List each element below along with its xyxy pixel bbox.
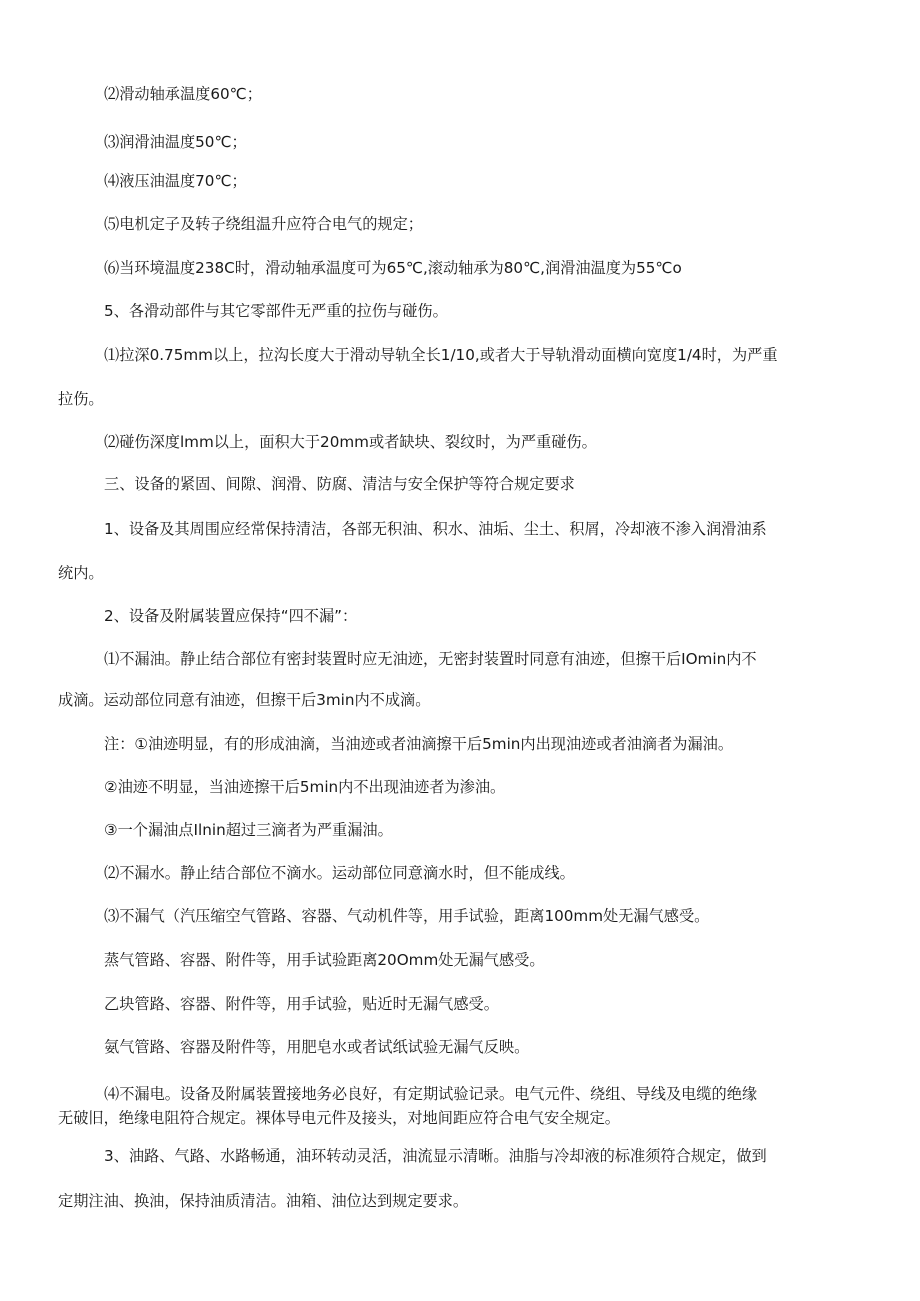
note-serious-leak: ③一个漏油点Ilnin超过三滴者为严重漏油。 bbox=[104, 821, 393, 839]
paragraph-strain-line-2: 拉伤。 bbox=[58, 390, 104, 408]
paragraph-steam-pipes: 蒸气管路、容器、附件等，用手试验距离20Omm处无漏气感受。 bbox=[104, 951, 545, 969]
paragraph-ambient-temp: ⑹当环境温度238C时，滑动轴承温度可为65℃,滚动轴承为80℃,润滑油温度为55℃o bbox=[104, 259, 682, 277]
note-oil-trace-unclear: ②油迹不明显，当油迹擦干后5min内不出现油迹者为渗油。 bbox=[104, 778, 506, 796]
paragraph-acetylene-pipes: 乙块管路、容器、附件等，用手试验，贴近时无漏气感受。 bbox=[104, 995, 499, 1013]
paragraph-ammonia-pipes: 氨气管路、容器及附件等，用肥皂水或者试纸试验无漏气反映。 bbox=[104, 1038, 530, 1056]
paragraph-motor-winding-temp: ⑸电机定子及转子绕组温升应符合电气的规定； bbox=[104, 215, 423, 233]
paragraph-sliding-bearing-temp: ⑵滑动轴承温度60℃； bbox=[104, 85, 262, 103]
paragraph-item-1-line-1: 1、设备及其周围应经常保持清洁，各部无积油、积水、油垢、尘土、积屑，冷却液不渗入润滑油系 bbox=[104, 520, 767, 538]
section-heading-three: 三、设备的紧固、间隙、润滑、防腐、清洁与安全保护等符合规定要求 bbox=[104, 475, 575, 493]
paragraph-lubricating-oil-temp: ⑶润滑油温度50℃； bbox=[104, 133, 247, 151]
note-oil-trace-obvious: 注：①油迹明显，有的形成油滴，当油迹或者油滴擦干后5min内出现油迹或者油滴者为漏油。 bbox=[104, 735, 734, 753]
paragraph-no-electric-leak-line-2: 无破旧，绝缘电阻符合规定。裸体导电元件及接头，对地间距应符合电气安全规定。 bbox=[58, 1109, 620, 1127]
paragraph-item-1-line-2: 统内。 bbox=[58, 564, 104, 582]
paragraph-item-2: 2、设备及附属装置应保持“四不漏”： bbox=[104, 607, 358, 625]
paragraph-no-oil-leak-line-2: 成滴。运动部位同意有油迹，但擦干后3min内不成滴。 bbox=[58, 691, 431, 709]
paragraph-hydraulic-oil-temp: ⑷液压油温度70℃； bbox=[104, 172, 247, 190]
paragraph-no-air-leak: ⑶不漏气（汽压缩空气管路、容器、气动机件等，用手试验，距离100mm处无漏气感受。 bbox=[104, 907, 710, 925]
paragraph-item-5: 5、各滑动部件与其它零部件无严重的拉伤与碰伤。 bbox=[104, 302, 448, 320]
paragraph-strain-line-1: ⑴拉深0.75mm以上，拉沟长度大于滑动导轨全长1/10,或者大于导轨滑动面横向宽度1/4时，为严重 bbox=[104, 346, 778, 364]
paragraph-item-3-line-1: 3、油路、气路、水路畅通，油环转动灵活，油流显示清晰。油脂与冷却液的标准须符合规定，做到 bbox=[104, 1147, 767, 1165]
paragraph-no-oil-leak-line-1: ⑴不漏油。静止结合部位有密封装置时应无油迹，无密封装置时同意有油迹，但擦干后IOmin内不 bbox=[104, 650, 757, 668]
paragraph-no-water-leak: ⑵不漏水。静止结合部位不滴水。运动部位同意滴水时，但不能成线。 bbox=[104, 864, 575, 882]
paragraph-bump-damage: ⑵碰伤深度lmm以上，面积大于20mm或者缺块、裂纹时，为严重碰伤。 bbox=[104, 433, 597, 451]
paragraph-no-electric-leak-line-1: ⑷不漏电。设备及附属装置接地务必良好，有定期试验记录。电气元件、绕组、导线及电缆的绝缘 bbox=[104, 1085, 758, 1103]
paragraph-item-3-line-2: 定期注油、换油，保持油质清洁。油箱、油位达到规定要求。 bbox=[58, 1192, 469, 1210]
